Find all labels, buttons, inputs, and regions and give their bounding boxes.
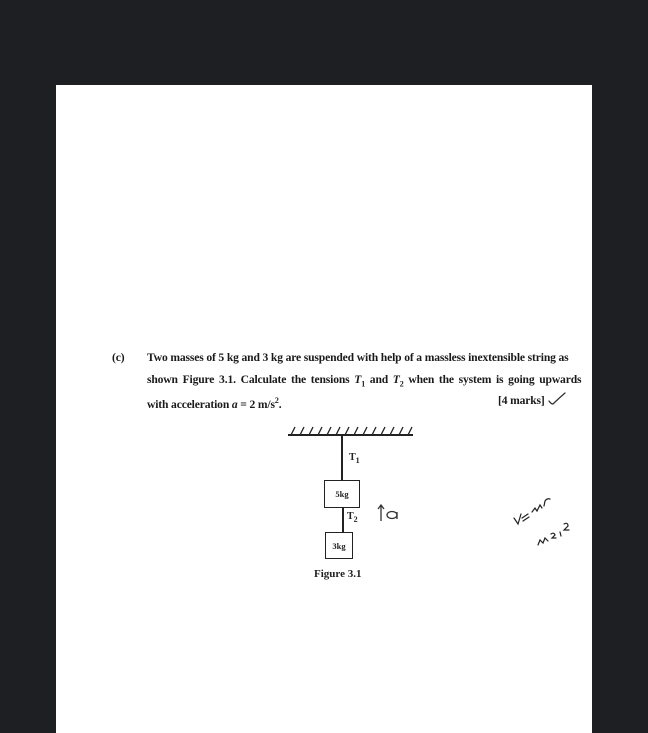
- acceleration-arrow-icon: [377, 504, 399, 522]
- figure-caption: Figure 3.1: [314, 568, 362, 580]
- question-label: (c): [112, 351, 125, 364]
- question-line-2: shown Figure 3.1. Calculate the tensions $T_1$ and $T_2$ when the system is going upwards: [147, 373, 582, 389]
- tension-t2-label: $T_2$: [347, 511, 358, 524]
- tension-t1-label: $T_1$: [349, 452, 360, 465]
- document-page: [56, 85, 592, 733]
- ceiling-hatch-icon: [288, 425, 413, 437]
- mass-5kg-box: [324, 480, 360, 508]
- mass-3kg-label: 3kg: [332, 541, 346, 551]
- question-line-1: Two masses of 5 kg and 3 kg are suspended with help of a massless inextensible string as: [147, 351, 569, 364]
- checkmark-icon: [547, 392, 567, 406]
- mass-3kg-box: [325, 532, 353, 559]
- mass-5kg-label: 5kg: [335, 489, 349, 499]
- lower-string: [342, 508, 344, 532]
- handwritten-note: [508, 490, 574, 560]
- question-line-3: with acceleration a = 2 $m/s^2$.: [147, 396, 282, 411]
- upper-string: [341, 435, 343, 480]
- marks-label: [4 marks]: [498, 394, 545, 407]
